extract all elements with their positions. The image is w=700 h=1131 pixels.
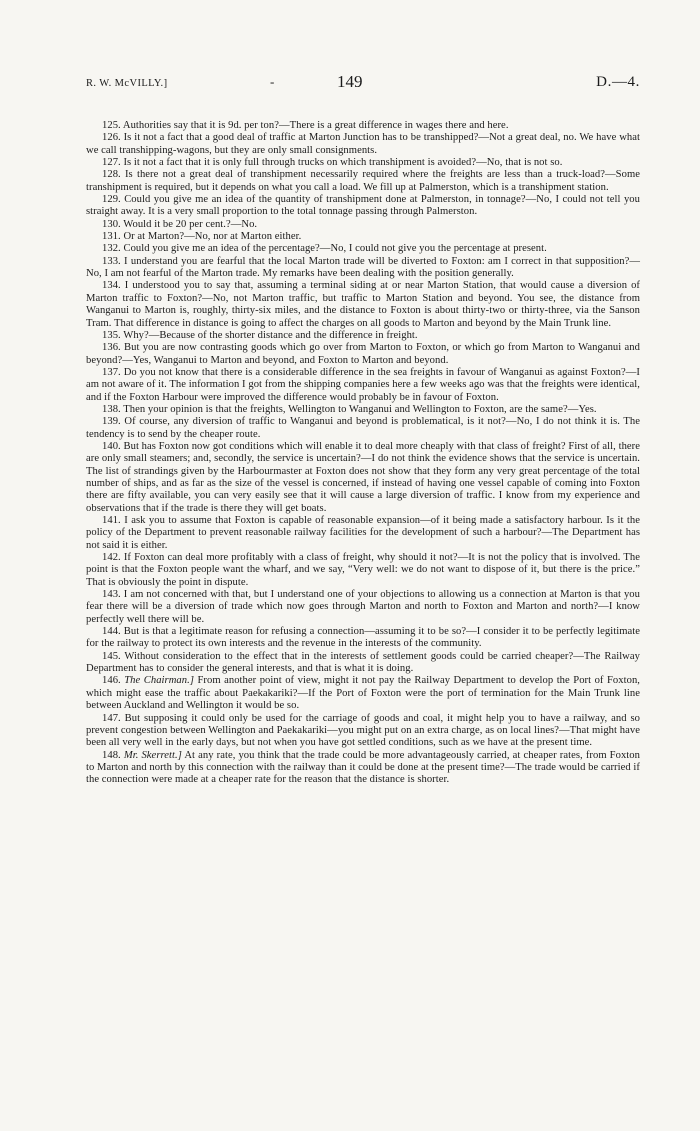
question-number: 139. [102, 416, 121, 428]
evidence-paragraph [86, 441, 640, 515]
evidence-paragraph [86, 515, 640, 552]
evidence-paragraph [86, 416, 640, 441]
evidence-body [86, 120, 640, 787]
evidence-paragraph [86, 219, 640, 231]
question-answer-text: Would it be 20 per cent.?—No. [123, 218, 258, 230]
question-answer-text: Could you give me an idea of the percentage?—No, I could not give you the percentage at present. [123, 243, 547, 255]
question-number: 130. [102, 218, 121, 230]
question-answer-text: Is it not a fact that a good deal of traffic at Marton Junction has to be transhipped?—Not a great deal, no. We have what we call transhipping-wagons, but they are only small consignments. [86, 132, 640, 156]
question-number: 148. [102, 749, 121, 761]
question-number: 126. [102, 132, 121, 144]
question-number: 140. [102, 440, 121, 452]
evidence-paragraph [86, 157, 640, 169]
question-number: 145. [102, 650, 121, 662]
question-answer-text: I understand you are fearful that the local Marton trade will be diverted to Foxton: am I correct in that supposition?—No, I am not fearful of the Marton trade. My remarks have been dealing with the position generally. [86, 255, 641, 280]
page-number: 149 [337, 72, 363, 91]
evidence-paragraph [86, 675, 640, 712]
question-number: 143. [102, 589, 121, 601]
question-answer-text: Or at Marton?—No, nor at Marton either. [123, 231, 302, 243]
question-answer-text: I understood you to say that, assuming a terminal siding at or near Marton Station, that would cause a diversion of Marton traffic to Foxton?—No, not Marton traffic, but traffic to Marton Station and beyond. You see, the distance from Wanganui to Marton is, roughly, thirty-six miles, and the distance to Foxton is about thirty-two or thirty-three, via the Sanson Tram. That difference in distance is going to affect the charges on all goods to Marton and beyond by the Main Trunk line. [86, 280, 640, 329]
question-answer-text: Do you not know that there is a considerable difference in the sea freights in favour of Wanganui as against Foxton?—I am not aware of it. The information I got from the shipping companies here a few weeks ago was that the freights were identical, and if the Foxton Harbour were improved the difference would probably be in favour of Foxton. [86, 366, 640, 403]
question-number: 137. [102, 366, 121, 378]
evidence-paragraph [86, 626, 640, 651]
evidence-paragraph [86, 342, 640, 367]
question-number: 128. [102, 169, 121, 181]
evidence-paragraph [86, 589, 640, 626]
question-number: 142. [102, 552, 121, 564]
question-answer-text: Without consideration to the effect that in the interests of settlement goods could be carried cheaper?—The Railway Department has to consider the general interests, and that is what it is doing. [86, 650, 640, 675]
question-answer-text: Is it not a fact that it is only full through trucks on which transhipment is avoided?—No, that is not so. [123, 157, 563, 169]
question-number: 134. [102, 280, 121, 292]
question-answer-text: Then your opinion is that the freights, Wellington to Wanganui and Wellington to Foxton, are the same?—Yes. [123, 403, 597, 415]
evidence-paragraph [86, 330, 640, 342]
question-number: 138. [102, 403, 121, 415]
evidence-paragraph [86, 231, 640, 243]
evidence-paragraph [86, 552, 640, 589]
question-answer-text: Why?—Because of the shorter distance and the difference in freight. [123, 329, 418, 341]
question-answer-text: From another point of view, might it not pay the Railway Department to develop the Port of Foxton, which might ease the traffic about Paekakariki?—If the Port of Foxton were the port of termination for the Main Trunk line between Auckland and Wellington it would be so. [86, 675, 641, 712]
witness-name: R. W. McVILLY.] [86, 78, 168, 89]
question-number: 144. [102, 626, 121, 638]
evidence-paragraph [86, 651, 640, 676]
question-number: 127. [102, 157, 121, 169]
evidence-paragraph [86, 750, 640, 787]
evidence-paragraph [86, 713, 640, 750]
question-answer-text: Of course, any diversion of traffic to Wanganui and beyond is problematical, is it not?—No, I do not think it is. The tendency is to send by the cheaper route. [86, 416, 640, 440]
question-number: 133. [102, 255, 121, 267]
question-number: 136. [102, 342, 121, 354]
question-number: 131. [102, 231, 121, 243]
question-number: 129. [102, 194, 121, 206]
question-answer-text: But has Foxton now got conditions which will enable it to deal more cheaply with that class of freight? First of all, there are only small steamers; and, secondly, the service is uncertain?—I do not think the evidence shows that the service is uncertain. The list of strandings given by the Harbourmaster at Foxton does not show that they form any very great percentage of the total number of ships, and as far as the size of the vessel is concerned, if instead of having one vessel capable of coming into Foxton there are fifty available, you can very easily see that it will cause a large diversion of traffic. I know from my experience and observations that if the trade is there they will get boats. [86, 440, 641, 514]
question-answer-text: I am not concerned with that, but I understand one of your objections to allowing us a connection at Marton is that you fear there will be a diversion of trade which now goes through Marton and north to Foxton and Marton and north?—I know perfectly well there will be. [86, 589, 640, 625]
evidence-paragraph [86, 280, 640, 329]
question-number: 147. [102, 712, 121, 724]
question-number: 132. [102, 243, 121, 255]
evidence-paragraph [86, 169, 640, 194]
document-reference: D.—4. [596, 74, 640, 90]
evidence-paragraph [86, 120, 640, 132]
evidence-paragraph [86, 256, 640, 281]
question-answer-text: But is that a legitimate reason for refusing a connection—assuming it to be so?—I consider it to be perfectly legitimate for the railway to protect its own interests and the revenue in the interests of the community. [86, 626, 640, 650]
question-answer-text: I ask you to assume that Foxton is capable of reasonable expansion—of it being made a satisfactory harbour. Is it the policy of the Department to prevent reasonable railway facilities for the development of such a harbour?—The Department has not said it is either. [86, 515, 641, 551]
question-answer-text: Could you give me an idea of the quantity of transhipment done at Palmerston, in tonnage?—No, I could not tell you straight away. It is a very small proportion to the total tonnage passing through Palmerston. [86, 194, 640, 218]
question-number: 125. [102, 120, 121, 131]
question-answer-text: Is there not a great deal of transhipment necessarily required where the freights are less than a truck-load?—Some transhipment is required, but it depends on what you call a load. We fill up at Palmerston, which is a transhipment station. [86, 169, 640, 193]
question-answer-text: Authorities say that it is 9d. per ton?—There is a great difference in wages there and here. [122, 120, 509, 131]
question-number: 146. [102, 675, 121, 687]
speaker-label: Mr. Skerrett.] [123, 749, 182, 761]
question-answer-text: But you are now contrasting goods which go over from Marton to Foxton, or which go from Marton to Wanganui and beyond?—Yes, Wanganui to Marton and beyond, and Foxton to Marton and beyond. [86, 342, 640, 366]
running-header [86, 72, 640, 98]
evidence-paragraph [86, 243, 640, 255]
header-dash: - [270, 74, 275, 89]
evidence-paragraph [86, 367, 640, 404]
question-answer-text: At any rate, you think that the trade could be more advantageously carried, at cheaper rates, from Foxton to Marton and north by this connection with the railway than it could be done at the present time?—The trade would be carried if the connection were made at a cheaper rate for the reason that the distance is shorter. [86, 749, 640, 786]
speaker-label: The Chairman.] [124, 675, 194, 687]
evidence-paragraph [86, 132, 640, 157]
question-answer-text: But supposing it could only be used for the carriage of goods and coal, it might help you to have a railway, and so prevent congestion between Wellington and Paekakariki—you might put on an extra charge, as on local lines?—That might have been all very well in the early days, but not when you have got settled conditions, such as we have at the present time. [86, 712, 641, 749]
question-number: 141. [102, 515, 121, 526]
evidence-paragraph [86, 194, 640, 219]
evidence-paragraph [86, 404, 640, 416]
question-number: 135. [102, 329, 121, 341]
question-answer-text: If Foxton can deal more profitably with a class of freight, why should it not?—It is not the policy that is involved. The point is that the Foxton people want the wharf, and we say, “Very well: we do not want to dispose of it, but there is the price.” That is obviously the point in dispute. [86, 552, 640, 588]
